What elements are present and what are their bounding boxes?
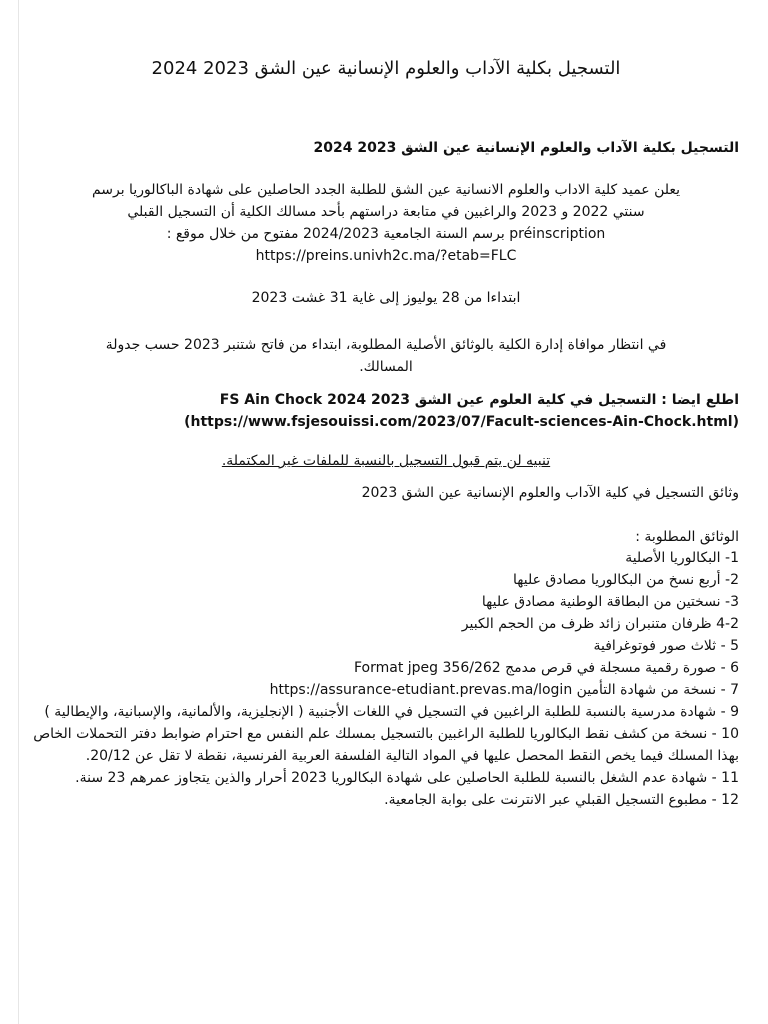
see-also-line-1[interactable]: اطلع ايضا : التسجيل في كلية العلوم عين الشق 2023 2024 FS Ain Chock bbox=[219, 392, 739, 408]
documents-heading: وثائق التسجيل في كلية الآداب والعلوم الإنسانية عين الشق 2023 bbox=[361, 485, 739, 501]
document-body bbox=[19, 0, 768, 811]
list-item: 3- نسختين من البطاقة الوطنية مصادق عليها bbox=[481, 594, 739, 610]
required-documents-list bbox=[33, 547, 739, 811]
page bbox=[18, 0, 768, 1024]
waiting-paragraph bbox=[33, 334, 739, 378]
list-item: 6 - صورة رقمية مسجلة في قرص مدمج Format jpeg 356/262 bbox=[354, 660, 739, 676]
list-item: 11 - شهادة عدم الشغل بالنسبة للطلبة الحاصلين على شهادة البكالوريا 2023 أحرار والذين يتجاوز عمرهم 23 سنة. bbox=[75, 770, 739, 786]
list-item: 5 - ثلاث صور فوتوغرافية bbox=[593, 638, 739, 654]
preinscription-url[interactable]: https://preins.univh2c.ma/?etab=FLC bbox=[255, 248, 517, 264]
waiting-line-2: المسالك. bbox=[359, 359, 413, 375]
waiting-line-1: في انتظار موافاة إدارة الكلية بالوثائق الأصلية المطلوبة، ابتداء من فاتح شتنبر 2023 حسب جدولة bbox=[105, 337, 667, 353]
list-item: 1- البكالوريا الأصلية bbox=[625, 550, 739, 566]
see-also-url[interactable]: (https://www.fsjesouissi.com/2023/07/Facult-sciences-Ain-Chock.html) bbox=[184, 414, 739, 430]
registration-period: ابتداءا من 28 يوليوز إلى غاية 31 غشت 2023 bbox=[251, 290, 521, 306]
see-also-link[interactable] bbox=[33, 389, 739, 433]
intro-paragraph bbox=[33, 179, 739, 267]
list-item: 12 - مطبوع التسجيل القبلي عبر الانترنت على بوابة الجامعية. bbox=[384, 792, 739, 808]
intro-line-2: سنتي 2022 و 2023 والراغبين في متابعة دراستهم بأحد مسالك الكلية أن التسجيل القبلي bbox=[127, 204, 645, 220]
list-item: 10 - نسخة من كشف نقط البكالوريا للطلبة الراغبين بالتسجيل بمسلك علم النفس مع احترام ضوابط دفتر التحملات الخاص بهذا المسلك فيما يخص النقط المحصل عليها في المواد التالية الفلسفة العربية الفرنسية، نقطة لا تقل عن 20/12. bbox=[33, 726, 739, 764]
required-documents-label: الوثائق المطلوبة : bbox=[635, 529, 739, 545]
intro-line-1: يعلن عميد كلية الاداب والعلوم الانسانية عين الشق للطلبة الجدد الحاصلين على شهادة الباكالوريا برسم bbox=[91, 182, 681, 198]
list-item: 2- أربع نسخ من البكالوريا مصادق عليها bbox=[513, 572, 739, 588]
list-item: 4-2 ظرفان متنبران زائد ظرف من الحجم الكبير bbox=[461, 616, 739, 632]
intro-line-3: préinscription برسم السنة الجامعية 2024/2023 مفتوح من خلال موقع : bbox=[166, 226, 606, 242]
list-item: 7 - نسخة من شهادة التأمين https://assurance-etudiant.prevas.ma/login bbox=[269, 682, 739, 698]
page-title: التسجيل بكلية الآداب والعلوم الإنسانية عين الشق 2023 2024 bbox=[151, 58, 621, 79]
article-subtitle: التسجيل بكلية الآداب والعلوم الإنسانية عين الشق 2023 2024 bbox=[313, 140, 739, 156]
incomplete-files-warning: تنبيه لن يتم قبول التسجيل بالنسبة للملفات غير المكتملة. bbox=[221, 453, 551, 469]
list-item: 9 - شهادة مدرسية بالنسبة للطلبة الراغبين في التسجيل في اللغات الأجنبية ( الإنجليزية، والألمانية، والإسبانية، والإيطالية ) bbox=[44, 704, 739, 720]
